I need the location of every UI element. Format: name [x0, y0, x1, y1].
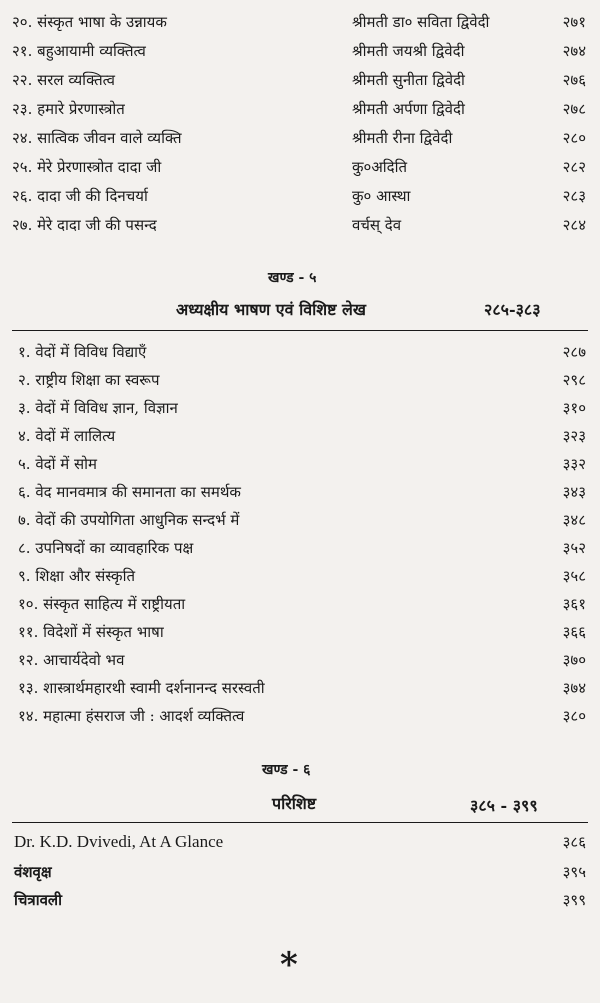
- entry-author: कु० आस्था: [352, 187, 411, 205]
- toc-entry: [0, 534, 600, 562]
- entry-page-number: ३६१: [562, 595, 586, 613]
- entry-page-number: २९८: [562, 371, 586, 389]
- entry-page-number: २८४: [562, 216, 586, 234]
- entry-title: १३. शास्त्रार्थमहारथी स्वामी दर्शनानन्द सरस्वती: [18, 679, 265, 697]
- entry-page-number: ३५८: [562, 567, 586, 585]
- toc-entry: [0, 124, 600, 152]
- toc-entry: [0, 153, 600, 181]
- entry-page-number: ३९९: [562, 891, 586, 909]
- toc-entry: [0, 674, 600, 702]
- entry-title: ९. शिक्षा और संस्कृति: [18, 567, 136, 585]
- entry-title: १०. संस्कृत साहित्य में राष्ट्रीयता: [18, 595, 186, 613]
- entry-page-number: ३२३: [562, 427, 586, 445]
- entry-page-number: ३५२: [562, 539, 586, 557]
- entry-page-number: ३६६: [562, 623, 586, 641]
- toc-entry: [0, 590, 600, 618]
- entry-title: Dr. K.D. Dvivedi, At A Glance: [14, 832, 224, 851]
- entry-title: २७. मेरे दादा जी की पसन्द: [12, 216, 157, 234]
- entry-title: ११. विदेशों में संस्कृत भाषा: [18, 623, 164, 641]
- section-5-page-range: २८५-३८३: [484, 300, 541, 319]
- entry-title: २. राष्ट्रीय शिक्षा का स्वरूप: [18, 371, 160, 389]
- toc-entry: [0, 858, 600, 886]
- entry-title: २३. हमारे प्रेरणास्त्रोत: [12, 100, 125, 118]
- entry-title: चित्रावली: [14, 891, 62, 909]
- entry-page-number: ३८०: [562, 707, 586, 725]
- toc-entry: [0, 702, 600, 730]
- entry-title: २०. संस्कृत भाषा के उन्नायक: [12, 13, 167, 31]
- entry-title: ७. वेदों की उपयोगिता आधुनिक सन्दर्भ में: [18, 511, 240, 529]
- entry-page-number: २८०: [562, 129, 586, 147]
- toc-entry: [0, 8, 600, 36]
- section-divider: [12, 330, 588, 331]
- toc-entry: [0, 828, 600, 856]
- entry-title: ८. उपनिषदों का व्यावहारिक पक्ष: [18, 539, 194, 557]
- entry-page-number: ३४३: [562, 483, 586, 501]
- entry-title: ५. वेदों में सोम: [18, 455, 98, 473]
- toc-entry: [0, 646, 600, 674]
- toc-entry: [0, 562, 600, 590]
- section-5-label: खण्ड - ५: [268, 270, 317, 286]
- entry-title: २४. सात्विक जीवन वाले व्यक्ति: [12, 129, 182, 147]
- entry-page-number: २७१: [562, 13, 586, 31]
- entry-page-number: २८२: [562, 158, 586, 176]
- entry-author: श्रीमती सुनीता द्विवेदी: [352, 71, 465, 89]
- entry-author: श्रीमती डा० सविता द्विवेदी: [352, 13, 490, 31]
- toc-entry: [0, 37, 600, 65]
- entry-page-number: २८७: [562, 343, 586, 361]
- entry-title: २५. मेरे प्रेरणास्त्रोत दादा जी: [12, 158, 162, 176]
- ornament-asterisk: *: [280, 945, 298, 985]
- toc-entry: [0, 394, 600, 422]
- entry-author: श्रीमती रीना द्विवेदी: [352, 129, 453, 147]
- entry-title: २२. सरल व्यक्तित्व: [12, 71, 115, 89]
- entry-author: श्रीमती अर्पणा द्विवेदी: [352, 100, 465, 118]
- entry-title: वंशवृक्ष: [14, 863, 52, 881]
- toc-entry: [0, 366, 600, 394]
- entry-title: २१. बहुआयामी व्यक्तित्व: [12, 42, 146, 60]
- entry-page-number: २८३: [562, 187, 586, 205]
- entry-title: ४. वेदों में लालित्य: [18, 427, 116, 445]
- section-divider: [12, 822, 588, 823]
- entry-page-number: २७६: [562, 71, 586, 89]
- entry-author: श्रीमती जयश्री द्विवेदी: [352, 42, 465, 60]
- entry-author: कु०अदिति: [352, 158, 408, 176]
- section-6-label: खण्ड - ६: [262, 762, 311, 778]
- entry-title: १२. आचार्यदेवो भव: [18, 651, 125, 669]
- entry-title: ६. वेद मानवमात्र की समानता का समर्थक: [18, 483, 241, 501]
- entry-title: २६. दादा जी की दिनचर्या: [12, 187, 148, 205]
- section-6-page-range: ३८५ - ३९९: [470, 796, 538, 815]
- toc-entry: [0, 182, 600, 210]
- entry-page-number: ३८६: [562, 833, 586, 851]
- toc-entry: [0, 95, 600, 123]
- entry-title: ३. वेदों में विविध ज्ञान, विज्ञान: [18, 399, 178, 417]
- entry-page-number: ३१०: [562, 399, 586, 417]
- toc-entry: [0, 618, 600, 646]
- entry-page-number: ३७४: [562, 679, 586, 697]
- entry-page-number: ३३२: [562, 455, 586, 473]
- section-5-title: अध्यक्षीय भाषण एवं विशिष्ट लेख: [176, 300, 366, 319]
- entry-author: वर्चस् देव: [352, 216, 402, 234]
- toc-entry: [0, 450, 600, 478]
- section-6-title: परिशिष्ट: [272, 794, 317, 813]
- entry-page-number: ३४८: [562, 511, 586, 529]
- entry-page-number: २७४: [562, 42, 586, 60]
- toc-entry: [0, 338, 600, 366]
- entry-title: १४. महात्मा हंसराज जी : आदर्श व्यक्तित्व: [18, 707, 245, 725]
- toc-entry: [0, 422, 600, 450]
- entry-page-number: ३७०: [562, 651, 586, 669]
- entry-title: १. वेदों में विविध विद्याएँ: [18, 343, 147, 361]
- toc-entry: [0, 886, 600, 914]
- entry-page-number: २७८: [562, 100, 586, 118]
- toc-entry: [0, 211, 600, 239]
- entry-page-number: ३९५: [562, 863, 586, 881]
- toc-entry: [0, 66, 600, 94]
- toc-entry: [0, 506, 600, 534]
- toc-entry: [0, 478, 600, 506]
